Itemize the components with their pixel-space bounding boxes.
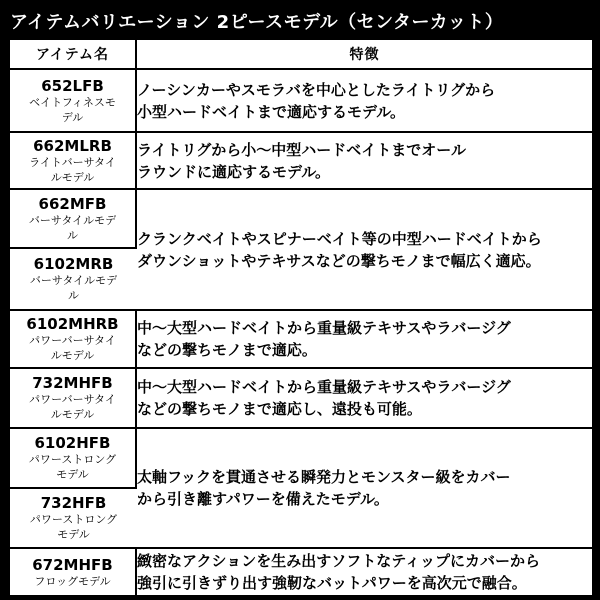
table-row bbox=[10, 429, 592, 489]
feature-line: などの撃ちモノまで適応。 bbox=[137, 341, 317, 359]
feature-cell bbox=[137, 429, 592, 549]
feature-line: から引き離すパワーを備えたモデル。 bbox=[137, 490, 389, 508]
header-item-name: アイテム名 bbox=[10, 40, 137, 70]
table-row bbox=[10, 70, 592, 133]
feature-line: クランクベイトやスピナーベイト等の中型ハードベイトから bbox=[137, 229, 542, 248]
feature-line: 強引に引きずり出す強靭なバットパワーを高次元で融合。 bbox=[137, 574, 527, 592]
item-code: 662MFB bbox=[38, 194, 107, 213]
item-model-name: ライトバーサタイルモデル bbox=[29, 155, 116, 184]
item-model-name: バーサタイルモデル bbox=[28, 213, 117, 242]
feature-line: 緻密なアクションを生み出すソフトなティップにカバーから bbox=[137, 552, 541, 570]
feature-line: 中〜大型ハードベイトから重量級テキサスやラバージグ bbox=[137, 319, 511, 337]
feature-cell bbox=[137, 133, 592, 190]
item-code: 6102MHRB bbox=[26, 315, 119, 333]
item-code: 732HFB bbox=[40, 494, 107, 512]
table-row bbox=[10, 190, 592, 249]
header-feature: 特徴 bbox=[137, 40, 592, 70]
item-model-name: フロッグモデル bbox=[34, 574, 111, 588]
feature-cell bbox=[137, 190, 592, 311]
feature-cell bbox=[137, 369, 592, 429]
feature-line: 太軸フックを貫通させる瞬発力とモンスター級をカバー bbox=[137, 468, 511, 486]
item-cell bbox=[10, 311, 137, 369]
page-title: アイテムバリエーション 2ピースモデル（センターカット） bbox=[10, 12, 504, 33]
item-cell bbox=[10, 549, 137, 595]
feature-line: ラウンドに適応するモデル。 bbox=[137, 162, 331, 181]
feature-line: などの撃ちモノまで適応し、遠投も可能。 bbox=[137, 400, 422, 418]
item-model-name: ベイトフィネスモデル bbox=[29, 95, 116, 124]
item-cell bbox=[10, 133, 137, 190]
feature-cell bbox=[137, 70, 592, 133]
item-cell bbox=[10, 190, 137, 249]
item-cell bbox=[10, 489, 137, 549]
item-cell bbox=[10, 429, 137, 489]
feature-line: ライトリグから小〜中型ハードベイトまでオール bbox=[137, 140, 466, 159]
item-model-name: パワーバーサタイルモデル bbox=[29, 393, 116, 421]
feature-line: 小型ハードベイトまで適応するモデル。 bbox=[137, 102, 406, 121]
table-row bbox=[10, 133, 592, 190]
item-code: 662MLRB bbox=[33, 136, 112, 155]
table-row bbox=[10, 369, 592, 429]
item-model-name: バーサタイルモデル bbox=[29, 274, 118, 302]
feature-cell bbox=[137, 549, 592, 595]
item-model-name: パワーバーサタイルモデル bbox=[29, 334, 116, 362]
feature-line: ダウンショットやテキサスなどの撃ちモノまで幅広く適応。 bbox=[137, 251, 541, 270]
item-cell bbox=[10, 70, 137, 133]
item-variation-table bbox=[10, 40, 592, 595]
item-code: 6102HFB bbox=[34, 434, 111, 452]
table-header-row bbox=[10, 40, 592, 70]
item-code: 6102MRB bbox=[33, 255, 114, 273]
feature-line: 中〜大型ハードベイトから重量級テキサスやラバージグ bbox=[137, 378, 511, 396]
item-code: 672MHFB bbox=[32, 555, 113, 574]
feature-cell bbox=[137, 311, 592, 369]
item-code: 652LFB bbox=[41, 76, 104, 95]
feature-line: ノーシンカーやスモラバを中心としたライトリグから bbox=[137, 80, 496, 99]
item-cell bbox=[10, 369, 137, 429]
table-row bbox=[10, 549, 592, 595]
item-cell bbox=[10, 249, 137, 311]
item-model-name: パワーストロングモデル bbox=[29, 513, 118, 541]
table-row bbox=[10, 311, 592, 369]
item-code: 732MHFB bbox=[32, 374, 113, 392]
item-model-name: パワーストロングモデル bbox=[28, 453, 117, 481]
